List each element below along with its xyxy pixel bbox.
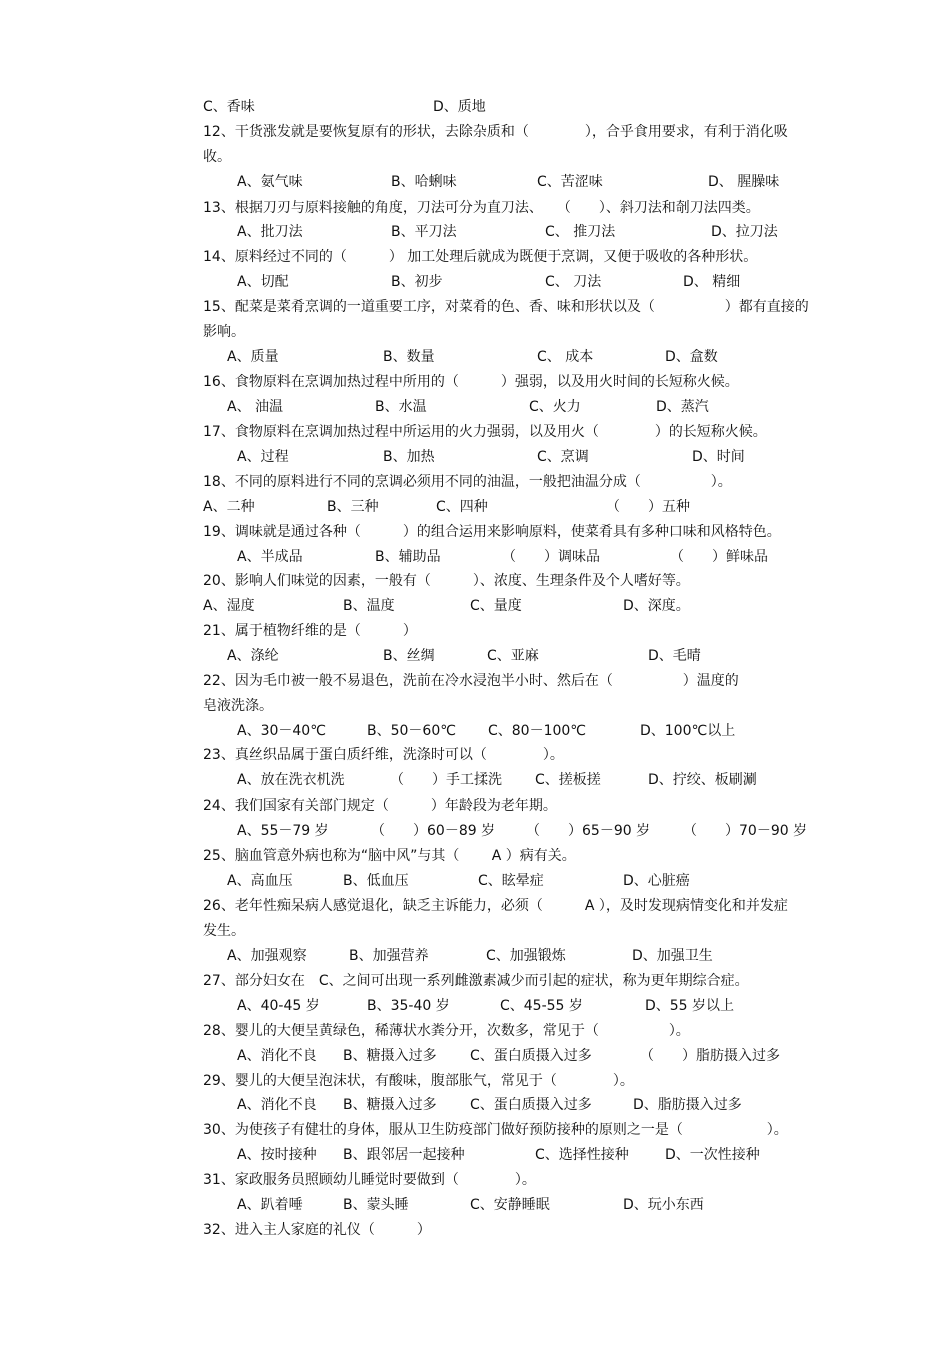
answer-option: D、蒸汽 <box>656 399 709 415</box>
answer-option: （ ）鲜味品 <box>670 549 768 565</box>
answer-option: A、按时接种 <box>237 1147 317 1163</box>
answer-option: A、加强观察 <box>227 948 307 964</box>
answer-option: C、安静睡眠 <box>470 1197 550 1213</box>
answer-option: B、平刀法 <box>391 224 457 240</box>
answer-option: A、55－79 岁 <box>237 823 329 839</box>
answer-option: D、时间 <box>692 449 745 465</box>
answer-option: B、温度 <box>343 598 395 614</box>
answer-option: D、盒数 <box>665 349 718 365</box>
question-text: 发生。 <box>203 923 245 939</box>
answer-option: A、质量 <box>227 349 279 365</box>
answer-option: B、初步 <box>391 274 443 290</box>
question-text: 收。 <box>203 149 231 165</box>
answer-option: A、批刀法 <box>237 224 303 240</box>
question-text: 24、我们国家有关部门规定（ ）年龄段为老年期。 <box>203 798 557 814</box>
answer-option: C、 刀法 <box>545 274 602 290</box>
answer-option: D、55 岁以上 <box>645 998 735 1014</box>
answer-option: A、30－40℃ <box>237 723 326 739</box>
answer-option: B、低血压 <box>343 873 409 889</box>
question-text: 21、属于植物纤维的是（ ） <box>203 623 417 639</box>
answer-option: B、加热 <box>383 449 435 465</box>
answer-option: A、涤纶 <box>227 648 279 664</box>
answer-option: D、拧绞、板刷涮 <box>648 772 757 788</box>
answer-option: B、辅助品 <box>375 549 441 565</box>
answer-option: B、丝绸 <box>383 648 435 664</box>
answer-option: D、 精细 <box>683 274 741 290</box>
answer-option: A、高血压 <box>227 873 293 889</box>
answer-option: D、毛晴 <box>648 648 701 664</box>
answer-option: C、苦涩味 <box>537 174 603 190</box>
question-text: 22、因为毛巾被一般不易退色，洗前在冷水浸泡半小时、然后在（ ）温度的 <box>203 673 739 689</box>
answer-option: C、亚麻 <box>487 648 539 664</box>
answer-option: C、45-55 岁 <box>500 998 583 1014</box>
question-text: 31、家政服务员照顾幼儿睡觉时要做到（ ）。 <box>203 1172 536 1188</box>
answer-option: C、眩晕症 <box>478 873 544 889</box>
answer-option: C、香味 <box>203 99 255 115</box>
answer-option: C、搓板搓 <box>535 772 601 788</box>
question-text: 29、婴儿的大便呈泡沫状，有酸味，腹部胀气，常见于（ ）。 <box>203 1073 634 1089</box>
question-text: 17、食物原料在烹调加热过程中所运用的火力强弱，以及用火（ ）的长短称火候。 <box>203 424 767 440</box>
answer-option: A、切配 <box>237 274 289 290</box>
answer-option: B、蒙头睡 <box>343 1197 409 1213</box>
answer-option: D、100℃以上 <box>640 723 736 739</box>
answer-option: D、一次性接种 <box>665 1147 760 1163</box>
answer-option: C、加强锻炼 <box>486 948 566 964</box>
question-text: 19、调味就是通过各种（ ）的组合运用来影响原料，使菜肴具有多种口味和风格特色。 <box>203 524 781 540</box>
question-text: 12、干货涨发就是要恢复原有的形状，去除杂质和（ ），合乎食用要求，有利于消化吸 <box>203 124 788 140</box>
answer-option: C、蛋白质摄入过多 <box>470 1048 592 1064</box>
answer-option: （ ）五种 <box>606 499 690 515</box>
answer-option: C、火力 <box>529 399 581 415</box>
answer-option: B、三种 <box>327 499 379 515</box>
question-text: 13、根据刀刃与原料接触的角度，刀法可分为直刀法、 （ ）、斜刀法和剞刀法四类。 <box>203 200 760 216</box>
answer-option: C、 推刀法 <box>545 224 616 240</box>
answer-option: B、糖摄入过多 <box>343 1048 437 1064</box>
answer-option: D、玩小东西 <box>623 1197 704 1213</box>
answer-option: B、水温 <box>375 399 427 415</box>
question-text: 皂液洗涤。 <box>203 698 273 714</box>
answer-option: B、50－60℃ <box>367 723 456 739</box>
answer-option: C、量度 <box>470 598 522 614</box>
answer-option: D、拉刀法 <box>711 224 778 240</box>
answer-option: D、质地 <box>433 99 486 115</box>
answer-option: B、跟邻居一起接种 <box>343 1147 465 1163</box>
answer-option: C、80－100℃ <box>488 723 587 739</box>
answer-option: D、深度。 <box>623 598 690 614</box>
question-text: 14、原料经过不同的（ ） 加工处理后就成为既便于烹调，又便于吸收的各种形状。 <box>203 249 758 265</box>
answer-option: D、加强卫生 <box>632 948 713 964</box>
question-text: 27、部分妇女在 C、之间可出现一系列雌激素减少而引起的症状，称为更年期综合症。 <box>203 973 749 989</box>
answer-option: （ ）调味品 <box>502 549 600 565</box>
answer-option: C、烹调 <box>537 449 589 465</box>
answer-option: B、哈蜊味 <box>391 174 457 190</box>
answer-option: C、选择性接种 <box>535 1147 629 1163</box>
answer-option: B、加强营养 <box>349 948 429 964</box>
answer-option: B、糖摄入过多 <box>343 1097 437 1113</box>
question-text: 23、真丝织品属于蛋白质纤维，洗涤时可以（ ）。 <box>203 747 564 763</box>
answer-option: B、35-40 岁 <box>367 998 450 1014</box>
answer-option: （ ）手工揉洗 <box>390 772 502 788</box>
answer-option: D、 腥臊味 <box>708 174 780 190</box>
answer-option: （ ）65－90 岁 <box>526 823 651 839</box>
answer-option: D、脂肪摄入过多 <box>633 1097 742 1113</box>
question-text: 18、不同的原料进行不同的烹调必须用不同的油温，一般把油温分成（ ）。 <box>203 474 732 490</box>
question-text: 28、婴儿的大便呈黄绿色，稀薄状水粪分开，次数多，常见于（ ）。 <box>203 1023 690 1039</box>
answer-option: A、氨气味 <box>237 174 303 190</box>
answer-option: （ ）60－89 岁 <box>371 823 496 839</box>
question-text: 30、为使孩子有健壮的身体，服从卫生防疫部门做好预防接种的原则之一是（ ）。 <box>203 1122 788 1138</box>
question-text: 26、老年性痴呆病人感觉退化，缺乏主诉能力，必须（ A ），及时发现病情变化和并发症 <box>203 898 788 914</box>
question-text: 25、脑血管意外病也称为“脑中风”与其（ A ）病有关。 <box>203 848 576 864</box>
answer-option: （ ）70－90 岁 <box>683 823 808 839</box>
answer-option: C、 成本 <box>537 349 594 365</box>
answer-option: A、放在洗衣机洗 <box>237 772 345 788</box>
answer-option: C、四种 <box>436 499 488 515</box>
answer-option: A、 油温 <box>227 399 284 415</box>
question-text: 16、食物原料在烹调加热过程中所用的（ ）强弱，以及用火时间的长短称火候。 <box>203 374 739 390</box>
answer-option: A、过程 <box>237 449 289 465</box>
answer-option: A、半成品 <box>237 549 303 565</box>
question-text: 15、配菜是菜肴烹调的一道重要工序，对菜肴的色、香、味和形状以及（ ）都有直接的 <box>203 299 809 315</box>
answer-option: A、二种 <box>203 499 255 515</box>
question-text: 32、进入主人家庭的礼仪（ ） <box>203 1222 431 1238</box>
answer-option: A、消化不良 <box>237 1048 317 1064</box>
question-text: 20、影响人们味觉的因素，一般有（ ）、浓度、生理条件及个人嗜好等。 <box>203 573 690 589</box>
answer-option: C、蛋白质摄入过多 <box>470 1097 592 1113</box>
answer-option: A、消化不良 <box>237 1097 317 1113</box>
answer-option: A、40-45 岁 <box>237 998 320 1014</box>
answer-option: B、数量 <box>383 349 435 365</box>
question-text: 影响。 <box>203 324 245 340</box>
answer-option: A、趴着唾 <box>237 1197 303 1213</box>
answer-option: A、湿度 <box>203 598 255 614</box>
answer-option: （ ）脂肪摄入过多 <box>640 1048 780 1064</box>
answer-option: D、心脏癌 <box>623 873 690 889</box>
